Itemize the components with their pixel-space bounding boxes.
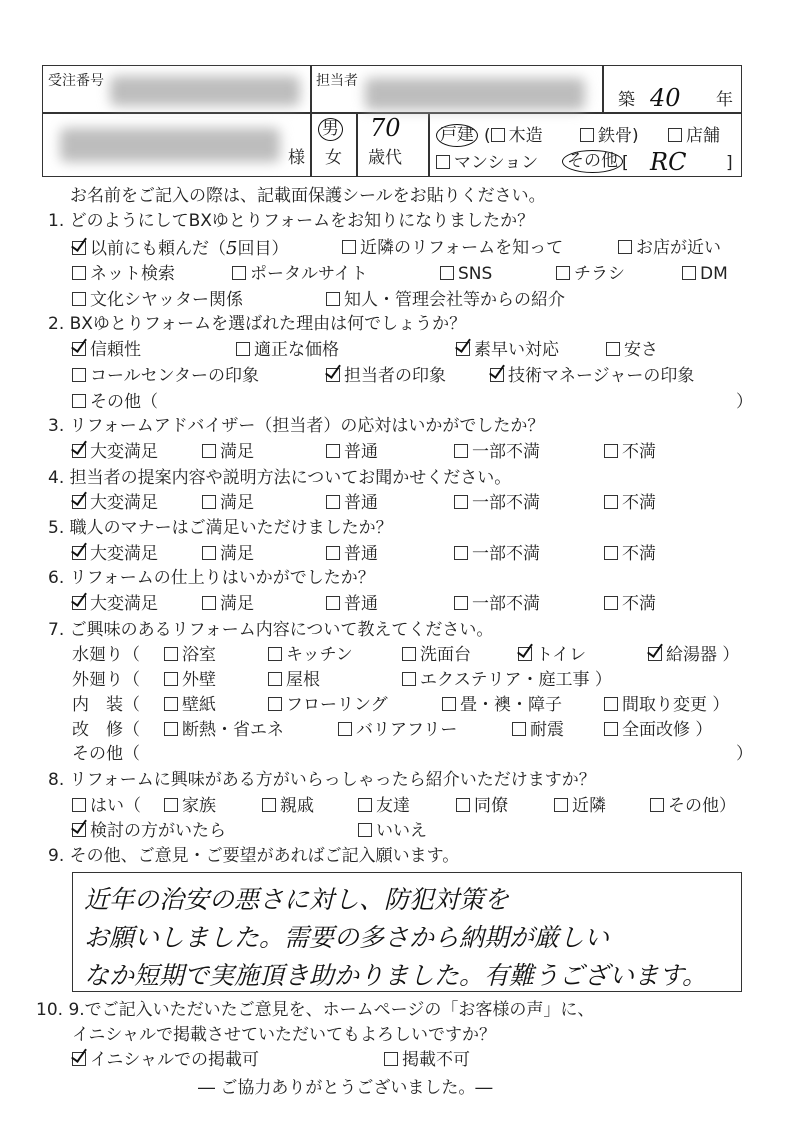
q5-title: 5. 職人のマナーはご満足いただけましたか？ <box>48 518 393 538</box>
q2-opt8-close: ） <box>736 392 753 412</box>
q2-opt8: その他（ <box>72 394 158 411</box>
q7-r3: 耐震 <box>512 722 564 739</box>
q5-r2: 満足 <box>202 546 254 563</box>
q2-opt7: 技術マネージャーの印象 <box>490 368 694 385</box>
q3-r3: 普通 <box>326 444 378 461</box>
q1-opt7: チラシ <box>556 266 625 283</box>
q7-w4-checkbox[interactable] <box>518 647 532 661</box>
q1-opt3-checkbox[interactable] <box>618 240 632 254</box>
order-no-label: 受注番号 <box>48 73 104 89</box>
header-col-divider <box>310 112 312 177</box>
mansion-option: マンション <box>436 155 538 172</box>
q2-opt4-checkbox[interactable] <box>606 342 620 356</box>
wood-checkbox[interactable] <box>491 128 505 142</box>
q8-f1: 家族 <box>164 798 216 815</box>
steel-checkbox[interactable] <box>580 128 594 142</box>
q3-r4: 一部不満 <box>454 444 540 461</box>
q3-r1: 大変満足 <box>72 444 158 461</box>
q1-opt7-checkbox[interactable] <box>556 266 570 280</box>
q1-opt5: ポータルサイト <box>232 266 368 283</box>
q6-r3: 普通 <box>326 596 378 613</box>
q1-opt4: ネット検索 <box>72 266 175 283</box>
q5-r4-checkbox[interactable] <box>454 546 468 560</box>
q4-r1-checkbox[interactable] <box>72 495 86 509</box>
q7-r3-checkbox[interactable] <box>512 722 526 736</box>
building-age-value: 40 <box>650 84 681 112</box>
q8-no-checkbox[interactable] <box>358 823 372 837</box>
q8-title: 8. リフォームに興味がある方がいらっしゃったら紹介いただけますか？ <box>48 770 596 790</box>
q10-ok-checkbox[interactable] <box>72 1052 86 1066</box>
q1-opt10: 知人・管理会社等からの紹介 <box>326 292 565 309</box>
q7-water-label: 水廻り（ <box>72 645 140 665</box>
store-checkbox[interactable] <box>668 128 682 142</box>
q1-opt8-checkbox[interactable] <box>682 266 696 280</box>
q7-r2: バリアフリー <box>338 722 457 739</box>
q1-opt3: お店が近い <box>618 240 721 257</box>
age-group-value: 70 <box>370 114 401 142</box>
q7-w1: 浴室 <box>164 647 216 664</box>
q7-r4: 全面改修 ） <box>604 722 712 739</box>
gender-male: 男 <box>318 118 343 141</box>
structure-value: RC <box>650 148 687 176</box>
q7-i1: 壁紙 <box>164 697 216 714</box>
q7-r2-checkbox[interactable] <box>338 722 352 736</box>
closing-text: ― ご協力ありがとうございました。― <box>198 1078 493 1098</box>
q1-title: 1. どのようにしてBXゆとりフォームをお知りになりましたか？ <box>48 211 535 231</box>
q4-r3: 普通 <box>326 495 378 512</box>
customer-name-redacted <box>60 128 280 162</box>
q5-r3: 普通 <box>326 546 378 563</box>
q7-o2-checkbox[interactable] <box>268 672 282 686</box>
q9-title: 9. その他、ご意見・ご要望があればご記入願います。 <box>48 846 460 866</box>
q6-r1-checkbox[interactable] <box>72 596 86 610</box>
q7-i2: フローリング <box>268 697 388 714</box>
q1-opt6: SNS <box>440 266 492 283</box>
q6-r2: 満足 <box>202 596 254 613</box>
q8-consider: 検討の方がいたら <box>72 823 226 840</box>
q6-r4-checkbox[interactable] <box>454 596 468 610</box>
q4-r2-checkbox[interactable] <box>202 495 216 509</box>
q4-title: 4. 担当者の提案内容や説明方法についてお聞かせください。 <box>48 468 512 488</box>
q7-other-close: ） <box>736 744 753 764</box>
q6-title: 6. リフォームの仕上りはいかがでしたか？ <box>48 568 375 588</box>
store-option: 店舗 <box>668 128 720 145</box>
staff-label: 担当者 <box>316 73 358 89</box>
other-structure-option: その他 <box>562 150 623 173</box>
q8-f6: その他） <box>650 798 736 815</box>
q8-f4-checkbox[interactable] <box>456 798 470 812</box>
q2-opt5: コールセンターの印象 <box>72 368 259 385</box>
q7-o2: 屋根 <box>268 672 320 689</box>
header-col-divider <box>356 112 358 177</box>
steel-option: 鉄骨) <box>580 128 639 145</box>
q6-r4: 一部不満 <box>454 596 540 613</box>
q10-ng-checkbox[interactable] <box>384 1052 398 1066</box>
q3-r5: 不満 <box>604 444 656 461</box>
q7-w2-checkbox[interactable] <box>268 647 282 661</box>
q7-o1: 外壁 <box>164 672 216 689</box>
q10-title-line2: イニシャルで掲載させていただいてもよろしいですか？ <box>72 1025 496 1045</box>
q4-r5-checkbox[interactable] <box>604 495 618 509</box>
q7-interior-label: 内 装（ <box>72 695 140 715</box>
q7-i2-checkbox[interactable] <box>268 697 282 711</box>
q3-r5-checkbox[interactable] <box>604 444 618 458</box>
order-no-redacted <box>110 76 300 106</box>
q6-r5-checkbox[interactable] <box>604 596 618 610</box>
q4-r4: 一部不満 <box>454 495 540 512</box>
q7-w3: 洗面台 <box>402 647 471 664</box>
mansion-checkbox[interactable] <box>436 155 450 169</box>
q8-f6-checkbox[interactable] <box>650 798 664 812</box>
q5-r3-checkbox[interactable] <box>326 546 340 560</box>
q7-i3-checkbox[interactable] <box>442 697 456 711</box>
q7-w4: トイレ <box>518 647 586 664</box>
q10-ng: 掲載不可 <box>384 1052 470 1069</box>
q9-comment-line3: なか短期で実施頂き助かりました。有難うございます。 <box>84 961 708 990</box>
q1-opt4-checkbox[interactable] <box>72 266 86 280</box>
q1-opt5-checkbox[interactable] <box>232 266 246 280</box>
q4-r2: 満足 <box>202 495 254 512</box>
q3-title: 3. リフォームアドバイザー（担当者）の応対はいかがでしたか？ <box>48 416 545 436</box>
q7-w5: 給湯器 ） <box>648 647 739 664</box>
q5-r2-checkbox[interactable] <box>202 546 216 560</box>
q10-title-line1: 10. 9.でご記入いただいたご意見を、ホームページの「お客様の声」に、 <box>36 1000 595 1020</box>
q4-r5: 不満 <box>604 495 656 512</box>
q7-w3-checkbox[interactable] <box>402 647 416 661</box>
q9-comment-line2: お願いしました。需要の多さから納期が厳しい <box>84 923 610 952</box>
q4-r1: 大変満足 <box>72 495 158 512</box>
honorific: 様 <box>288 148 305 168</box>
staff-redacted <box>365 78 585 110</box>
q7-i4-checkbox[interactable] <box>604 697 618 711</box>
q2-opt5-checkbox[interactable] <box>72 368 86 382</box>
q1-opt9-checkbox[interactable] <box>72 292 86 306</box>
q7-title: 7. ご興味のあるリフォーム内容について教えてください。 <box>48 620 494 640</box>
q6-r5: 不満 <box>604 596 656 613</box>
q1-opt2-checkbox[interactable] <box>342 240 356 254</box>
q9-comment-line1: 近年の治安の悪さに対し、防犯対策を <box>84 885 510 914</box>
q2-opt3: 素早い対応 <box>456 342 559 359</box>
q8-yes: はい（ <box>72 798 141 815</box>
q8-f5-checkbox[interactable] <box>554 798 568 812</box>
q5-r5-checkbox[interactable] <box>604 546 618 560</box>
q2-opt3-checkbox[interactable] <box>456 342 470 356</box>
q7-o1-checkbox[interactable] <box>164 672 178 686</box>
q7-i4: 間取り変更 ） <box>604 697 729 714</box>
q7-w2: キッチン <box>268 647 353 664</box>
q1-opt1-checkbox[interactable] <box>72 241 86 255</box>
house-option: 戸建 <box>436 124 478 147</box>
q7-r1: 断熱・省エネ <box>164 722 284 739</box>
building-age-unit: 年 <box>716 90 733 110</box>
q7-other-label: その他（ <box>72 744 140 764</box>
q7-w5-checkbox[interactable] <box>648 647 662 661</box>
header-row-divider-right <box>602 112 742 114</box>
q2-opt2-checkbox[interactable] <box>236 342 250 356</box>
q8-no: いいえ <box>358 823 427 840</box>
q7-r1-checkbox[interactable] <box>164 722 178 736</box>
q6-r2-checkbox[interactable] <box>202 596 216 610</box>
q8-f3: 友達 <box>358 798 410 815</box>
q8-f5: 近隣 <box>554 798 606 815</box>
structure-bracket-close: ] <box>726 153 733 173</box>
q1-opt10-checkbox[interactable] <box>326 292 340 306</box>
gender-female: 女 <box>325 148 342 168</box>
age-group-unit: 歳代 <box>368 148 402 168</box>
q2-opt8-checkbox[interactable] <box>72 394 86 408</box>
q1-opt2: 近隣のリフォームを知って <box>342 240 563 257</box>
q1-opt1: 以前にも頼んだ（5回目） <box>72 240 288 258</box>
q1-opt6-checkbox[interactable] <box>440 266 454 280</box>
q6-r3-checkbox[interactable] <box>326 596 340 610</box>
q4-r4-checkbox[interactable] <box>454 495 468 509</box>
q2-opt6: 担当者の印象 <box>326 368 446 385</box>
q5-r1: 大変満足 <box>72 546 158 563</box>
q3-r3-checkbox[interactable] <box>326 444 340 458</box>
q8-f2-checkbox[interactable] <box>262 798 276 812</box>
q2-title: 2. BXゆとりフォームを選ばれた理由は何でしょうか？ <box>48 314 467 334</box>
q3-r1-checkbox[interactable] <box>72 444 86 458</box>
q8-f3-checkbox[interactable] <box>358 798 372 812</box>
structure-bracket-open: [ <box>622 153 629 173</box>
q2-opt2: 適正な価格 <box>236 342 339 359</box>
q6-r1: 大変満足 <box>72 596 158 613</box>
building-age-label: 築 <box>618 90 635 110</box>
q5-r5: 不満 <box>604 546 656 563</box>
q3-r2-checkbox[interactable] <box>202 444 216 458</box>
header-row-divider <box>42 112 602 114</box>
q8-f1-checkbox[interactable] <box>164 798 178 812</box>
q8-yes-checkbox[interactable] <box>72 798 86 812</box>
q3-r4-checkbox[interactable] <box>454 444 468 458</box>
q7-i3: 畳・襖・障子 <box>442 697 562 714</box>
q1-opt8: DM <box>682 266 728 283</box>
q4-r3-checkbox[interactable] <box>326 495 340 509</box>
intro-text: お名前をご記入の際は、記載面保護シールをお貼りください。 <box>70 186 546 206</box>
q2-opt1: 信頼性 <box>72 342 141 359</box>
q8-f2: 親戚 <box>262 798 314 815</box>
q5-r4: 一部不満 <box>454 546 540 563</box>
q1-opt9: 文化シヤッター関係 <box>72 292 243 309</box>
q2-opt7-checkbox[interactable] <box>490 368 504 382</box>
wood-option: ( 木造 <box>484 126 543 146</box>
q7-o3-checkbox[interactable] <box>402 672 416 686</box>
q2-opt4: 安さ <box>606 342 658 359</box>
q5-r1-checkbox[interactable] <box>72 546 86 560</box>
header-col-divider <box>310 65 312 113</box>
q8-f4: 同僚 <box>456 798 508 815</box>
q7-w1-checkbox[interactable] <box>164 647 178 661</box>
q7-renov-label: 改 修（ <box>72 720 140 740</box>
q3-r2: 満足 <box>202 444 254 461</box>
q7-outside-label: 外廻り（ <box>72 670 140 690</box>
q7-o3: エクステリア・庭工事 ） <box>402 672 612 689</box>
q10-ok: イニシャルでの掲載可 <box>72 1052 259 1069</box>
q7-i1-checkbox[interactable] <box>164 697 178 711</box>
q8-consider-checkbox[interactable] <box>72 823 86 837</box>
header-col-divider <box>602 65 604 113</box>
q7-r4-checkbox[interactable] <box>604 722 618 736</box>
q2-opt6-checkbox[interactable] <box>326 368 340 382</box>
q2-opt1-checkbox[interactable] <box>72 342 86 356</box>
header-col-divider <box>428 112 430 177</box>
